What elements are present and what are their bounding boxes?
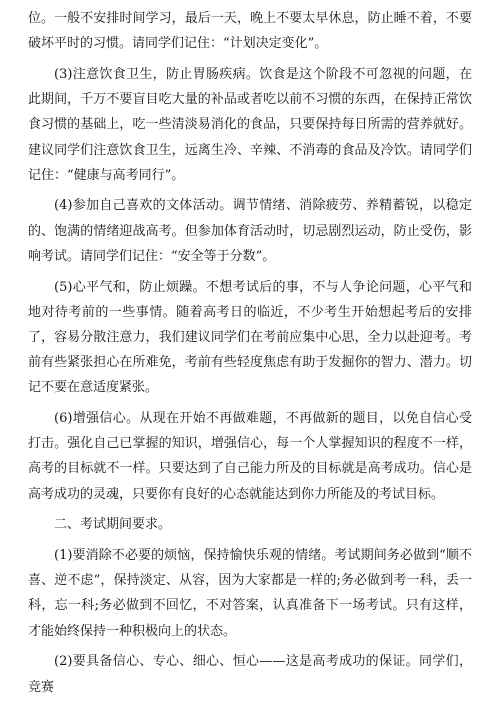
- paragraph-diet: (3)注意饮食卫生，防止胃肠疾病。饮食是这个阶段不可忽视的问题，在此期间，千万不要盲目吃大量的补品或者吃以前不习惯的东西，在保持正常饮食习惯的基础上，吃一些清淡易消化的食品，只要保持每日所需的营养就好。建议同学们注意饮食卫生，远离生冷、辛辣、不消毒的食品及冷饮。请同学们记住：“健康与高考同行”。: [28, 66, 472, 183]
- paragraph-activities: (4)参加自己喜欢的文体活动。调节情绪、消除疲劳、养精蓄锐，以稳定的、饱满的情绪迎战高考。但参加体育活动时，切忌剧烈运动，防止受伤，影响考试。请同学们记住：“安全等于分数”。: [28, 198, 472, 264]
- section-heading-exam-period: 二、考试期间要求。: [54, 517, 172, 533]
- paragraph-confidence: (6)增强信心。从现在开始不再做难题，不再做新的题目，以免自信心受打击。强化自己已掌握的知识，增强信心，每一个人掌握知识的程度不一样，高考的目标就不一样。只要达到了自己能力所及的目标就是高考成功。信心是高考成功的灵魂，只要你有良好的心态就能达到你力所能及的考试目标。: [28, 411, 472, 502]
- paragraph-continuation: 位。一般不安排时间学习，最后一天，晚上不要太早休息，防止睡不着，不要破坏平时的习惯。请同学们记住：“计划决定变化”。: [28, 11, 472, 52]
- paragraph-emotions: (1)要消除不必要的烦恼，保持愉快乐观的情绪。考试期间务必做到“顺不喜、逆不虑”，保持淡定、从容，因为大家都是一样的;务必做到考一科，丢一科，忘一科;务必做到不回忆，不对答案，认真准备下一场考试。只有这样，才能始终保持一种积极向上的状态。: [28, 548, 472, 639]
- paragraph-four-hearts: (2)要具备信心、专心、细心、恒心——这是高考成功的保证。同学们，竞赛: [28, 654, 472, 695]
- paragraph-calm: (5)心平气和，防止烦躁。不想考试后的事，不与人争论问题，心平气和地对待考前的一些事情。随着高考日的临近，不少考生开始想起考后的安排了，容易分散注意力，我们建议同学们在考前应集中心思，全力以赴迎考。考前有些紧张担心在所难免，考前有些轻度焦虑有助于发掘你的智力、潜力。切记不要在意适度紧张。: [28, 279, 472, 396]
